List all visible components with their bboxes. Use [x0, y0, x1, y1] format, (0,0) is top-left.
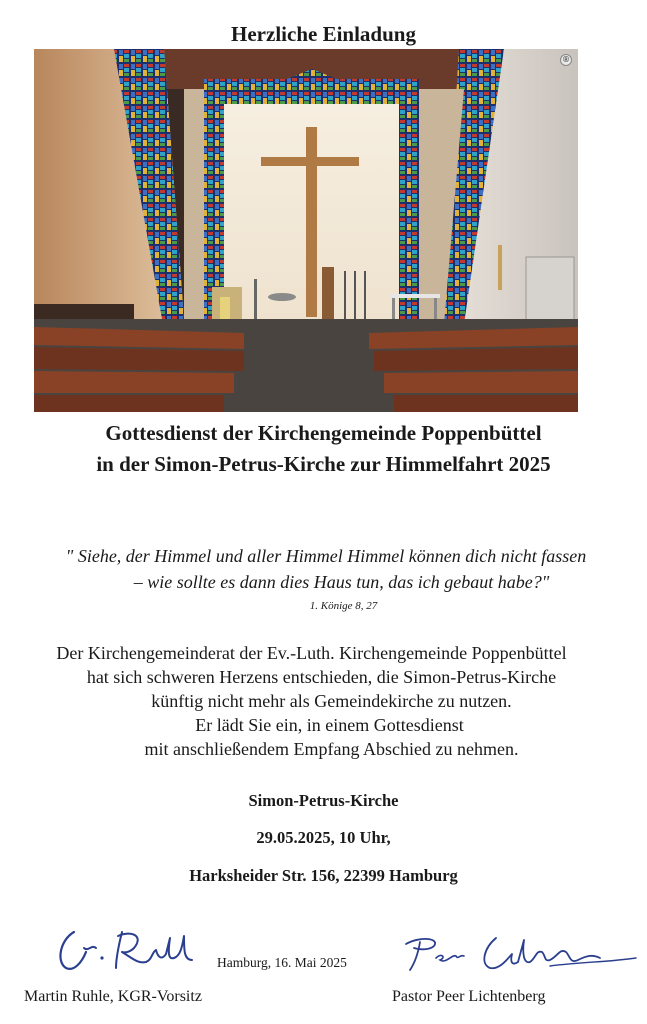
quote-line-1: " Siehe, der Himmel und aller Himmel Himmel können dich nicht fassen [65, 546, 587, 566]
signer-left-name: Martin Ruhle, KGR-Vorsitz [24, 988, 202, 1005]
quote-line-2: – wie sollte es dann dies Haus tun, das ich gebaut habe?" [133, 572, 550, 592]
headline-line-1: Gottesdienst der Kirchengemeinde Poppenbüttel [105, 421, 542, 445]
church-photo-illustration [34, 49, 578, 412]
body-line: mit anschließendem Empfang Abschied zu nehmen. [144, 739, 519, 759]
signature-dateline: Hamburg, 16. Mai 2025 [217, 955, 347, 970]
body-line: künftig nicht mehr als Gemeindekirche zu nutzen. [151, 691, 512, 711]
signature-martin-ruhle [52, 918, 222, 978]
body-line: Er lädt Sie ein, in einem Gottesdienst [195, 715, 464, 735]
signer-right-name: Pastor Peer Lichtenberg [392, 988, 546, 1005]
church-interior-photo [34, 49, 578, 412]
invitation-title: Herzliche Einladung [231, 22, 416, 46]
event-datetime: 29.05.2025, 10 Uhr, [256, 828, 391, 847]
headline-line-2: in der Simon-Petrus-Kirche zur Himmelfahrt 2025 [96, 452, 551, 476]
event-place: Simon-Petrus-Kirche [248, 791, 399, 810]
event-address: Harksheider Str. 156, 22399 Hamburg [189, 866, 458, 885]
body-line: Der Kirchengemeinderat der Ev.-Luth. Kirchengemeinde Poppenbüttel [56, 643, 567, 663]
signature-peer-lichtenberg [400, 928, 640, 980]
quote-reference: 1. Könige 8, 27 [309, 600, 378, 612]
photo-corner-badge-icon: ® [562, 55, 570, 64]
body-line: hat sich schweren Herzens entschieden, die Simon-Petrus-Kirche [86, 667, 557, 687]
